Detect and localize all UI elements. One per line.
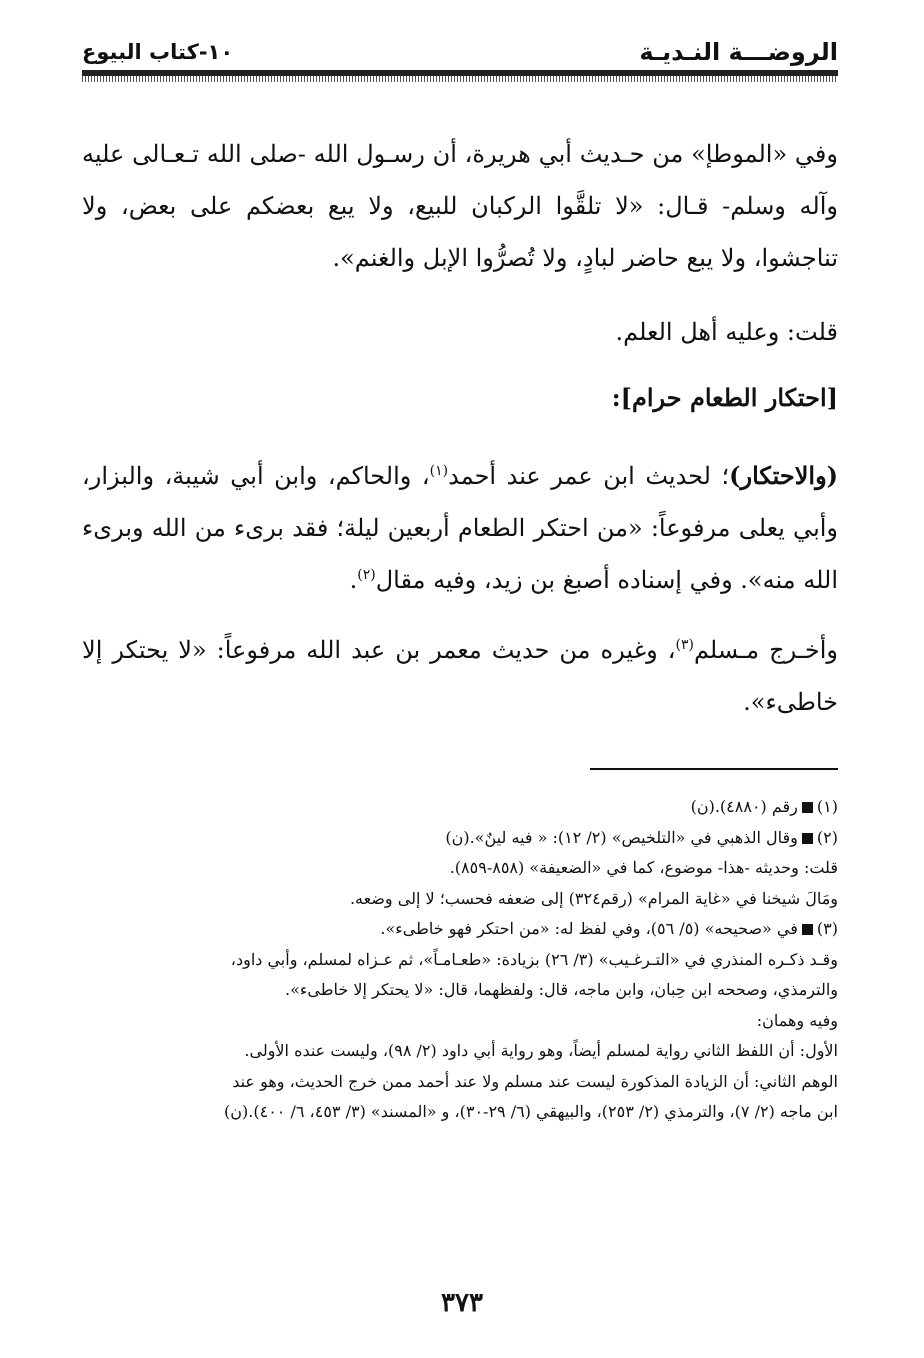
- footnote-line: قلت: وحديثه -هذا- موضوع، كما في «الضعيفة» (٨٥٨-٨٥٩).: [449, 858, 838, 877]
- main-text: [82, 128, 838, 728]
- paragraph-scholars-note: قلت: وعليه أهل العلم.: [615, 318, 838, 346]
- footnote-text: رقم (٤٨٨٠).(ن): [690, 797, 798, 816]
- footnote-text: في «صحيحه» (٥/ ٥٦)، وفي لفظ له: «من احتكر فهو خاطىء».: [380, 919, 798, 938]
- paragraph-muslim-narration: [82, 624, 838, 728]
- footnote-ref-1[interactable]: (١): [429, 463, 449, 479]
- paragraph-hoarding: [82, 450, 838, 606]
- lead-term: (والاحتكار): [729, 461, 839, 490]
- footnote-ref-2[interactable]: (٢): [357, 567, 376, 583]
- chapter-title: ١٠-كتاب البيوع: [82, 40, 234, 64]
- paragraph-text: وأخـرج مـسلم: [693, 636, 839, 664]
- paragraph-muwatta-hadith: وفي «الموطإ» من حـديث أبي هريرة، أن رسـول الله -صلى الله تـعـالى عليه وآله وسلم- قـال: «لا تلقَّوا الركبان للبيع، ولا يبع بعضكم على بعض، ولا تناجشوا، ولا يبع حاضر لبادٍ، ولا تُصرُّوا الإبل والغنم».: [82, 140, 838, 272]
- footnote-2: [82, 823, 838, 854]
- section-heading-hoarding: [احتكار الطعام حرام]:: [611, 383, 838, 412]
- book-title: الروضـــة النـديـة: [639, 38, 838, 66]
- page-number: ٣٧٣: [441, 1288, 483, 1318]
- paragraph-text: ، والحاكم، وابن أبي شيبة، والبزار، وأبي يعلى مرفوعاً: «من احتكر الطعام أربعين ليلة؛ فقد برىء من الله وبرىء الله منه». وفي إسناده أصبغ بن زيد، وفيه مقال: [82, 462, 838, 594]
- paragraph-text: ؛ لحديث ابن عمر عند أحمد: [448, 462, 730, 490]
- square-marker-icon: [802, 833, 813, 844]
- footnote-1: [82, 792, 838, 823]
- footnote-3: [82, 914, 838, 945]
- running-header: [82, 36, 838, 70]
- footnote-number: (٣): [816, 919, 838, 938]
- footnote-number: (١): [816, 797, 838, 816]
- paragraph-text: .: [349, 566, 358, 594]
- header-hatch-rule: [82, 76, 838, 82]
- footnote-number: (٢): [816, 827, 838, 847]
- footnote-line: والترمذي، وصححه ابن حِبان، وابن ماجه، قال: ولفظهما، قال: «لا يحتكر إلا خاطىء».: [285, 980, 838, 999]
- footnote-line: ومَالَ شيخنا في «غاية المرام» (رقم٣٢٤) إلى ضعفه فحسب؛ لا إلى وضعه.: [349, 888, 838, 908]
- footnote-line: الوهم الثاني: أن الزيادة المذكورة ليست عند مسلم ولا عند أحمد ممن خرج الحديث، وهو عند: [232, 1071, 838, 1091]
- footnotes: [82, 792, 838, 1128]
- square-marker-icon: [802, 802, 813, 813]
- footnote-separator: [590, 768, 838, 770]
- footnote-ref-3[interactable]: (٣): [675, 637, 694, 653]
- footnote-line: ابن ماجه (٢/ ٧)، والترمذي (٢/ ٢٥٣)، والبيهقي (٦/ ٢٩-٣٠)، و «المسند» (٣/ ٤٥٣، ٦/ ٤٠٠).(ن): [224, 1102, 838, 1121]
- footnote-line: الأول: أن اللفظ الثاني رواية لمسلم أيضاً، وهو رواية أبي داود (٢/ ٩٨)، وليست عنده الأولى.: [244, 1041, 838, 1060]
- footnote-line: وفيه وهمان:: [756, 1010, 838, 1030]
- paragraph-text: ، وغيره من حديث معمر بن عبد الله مرفوعاً: «لا يحتكر إلا خاطىء».: [82, 636, 838, 716]
- footnote-line: وقـد ذكـره المنذري في «التـرغـيب» (٣/ ٢٦) بزيادة: «طعـامـاً»، ثم عـزاه لمسلم، وأبي داود،: [230, 949, 838, 969]
- footnote-text: وقال الذهبي في «التلخيص» (٢/ ١٢): « فيه لينٌ».(ن): [445, 827, 798, 847]
- square-marker-icon: [802, 924, 813, 935]
